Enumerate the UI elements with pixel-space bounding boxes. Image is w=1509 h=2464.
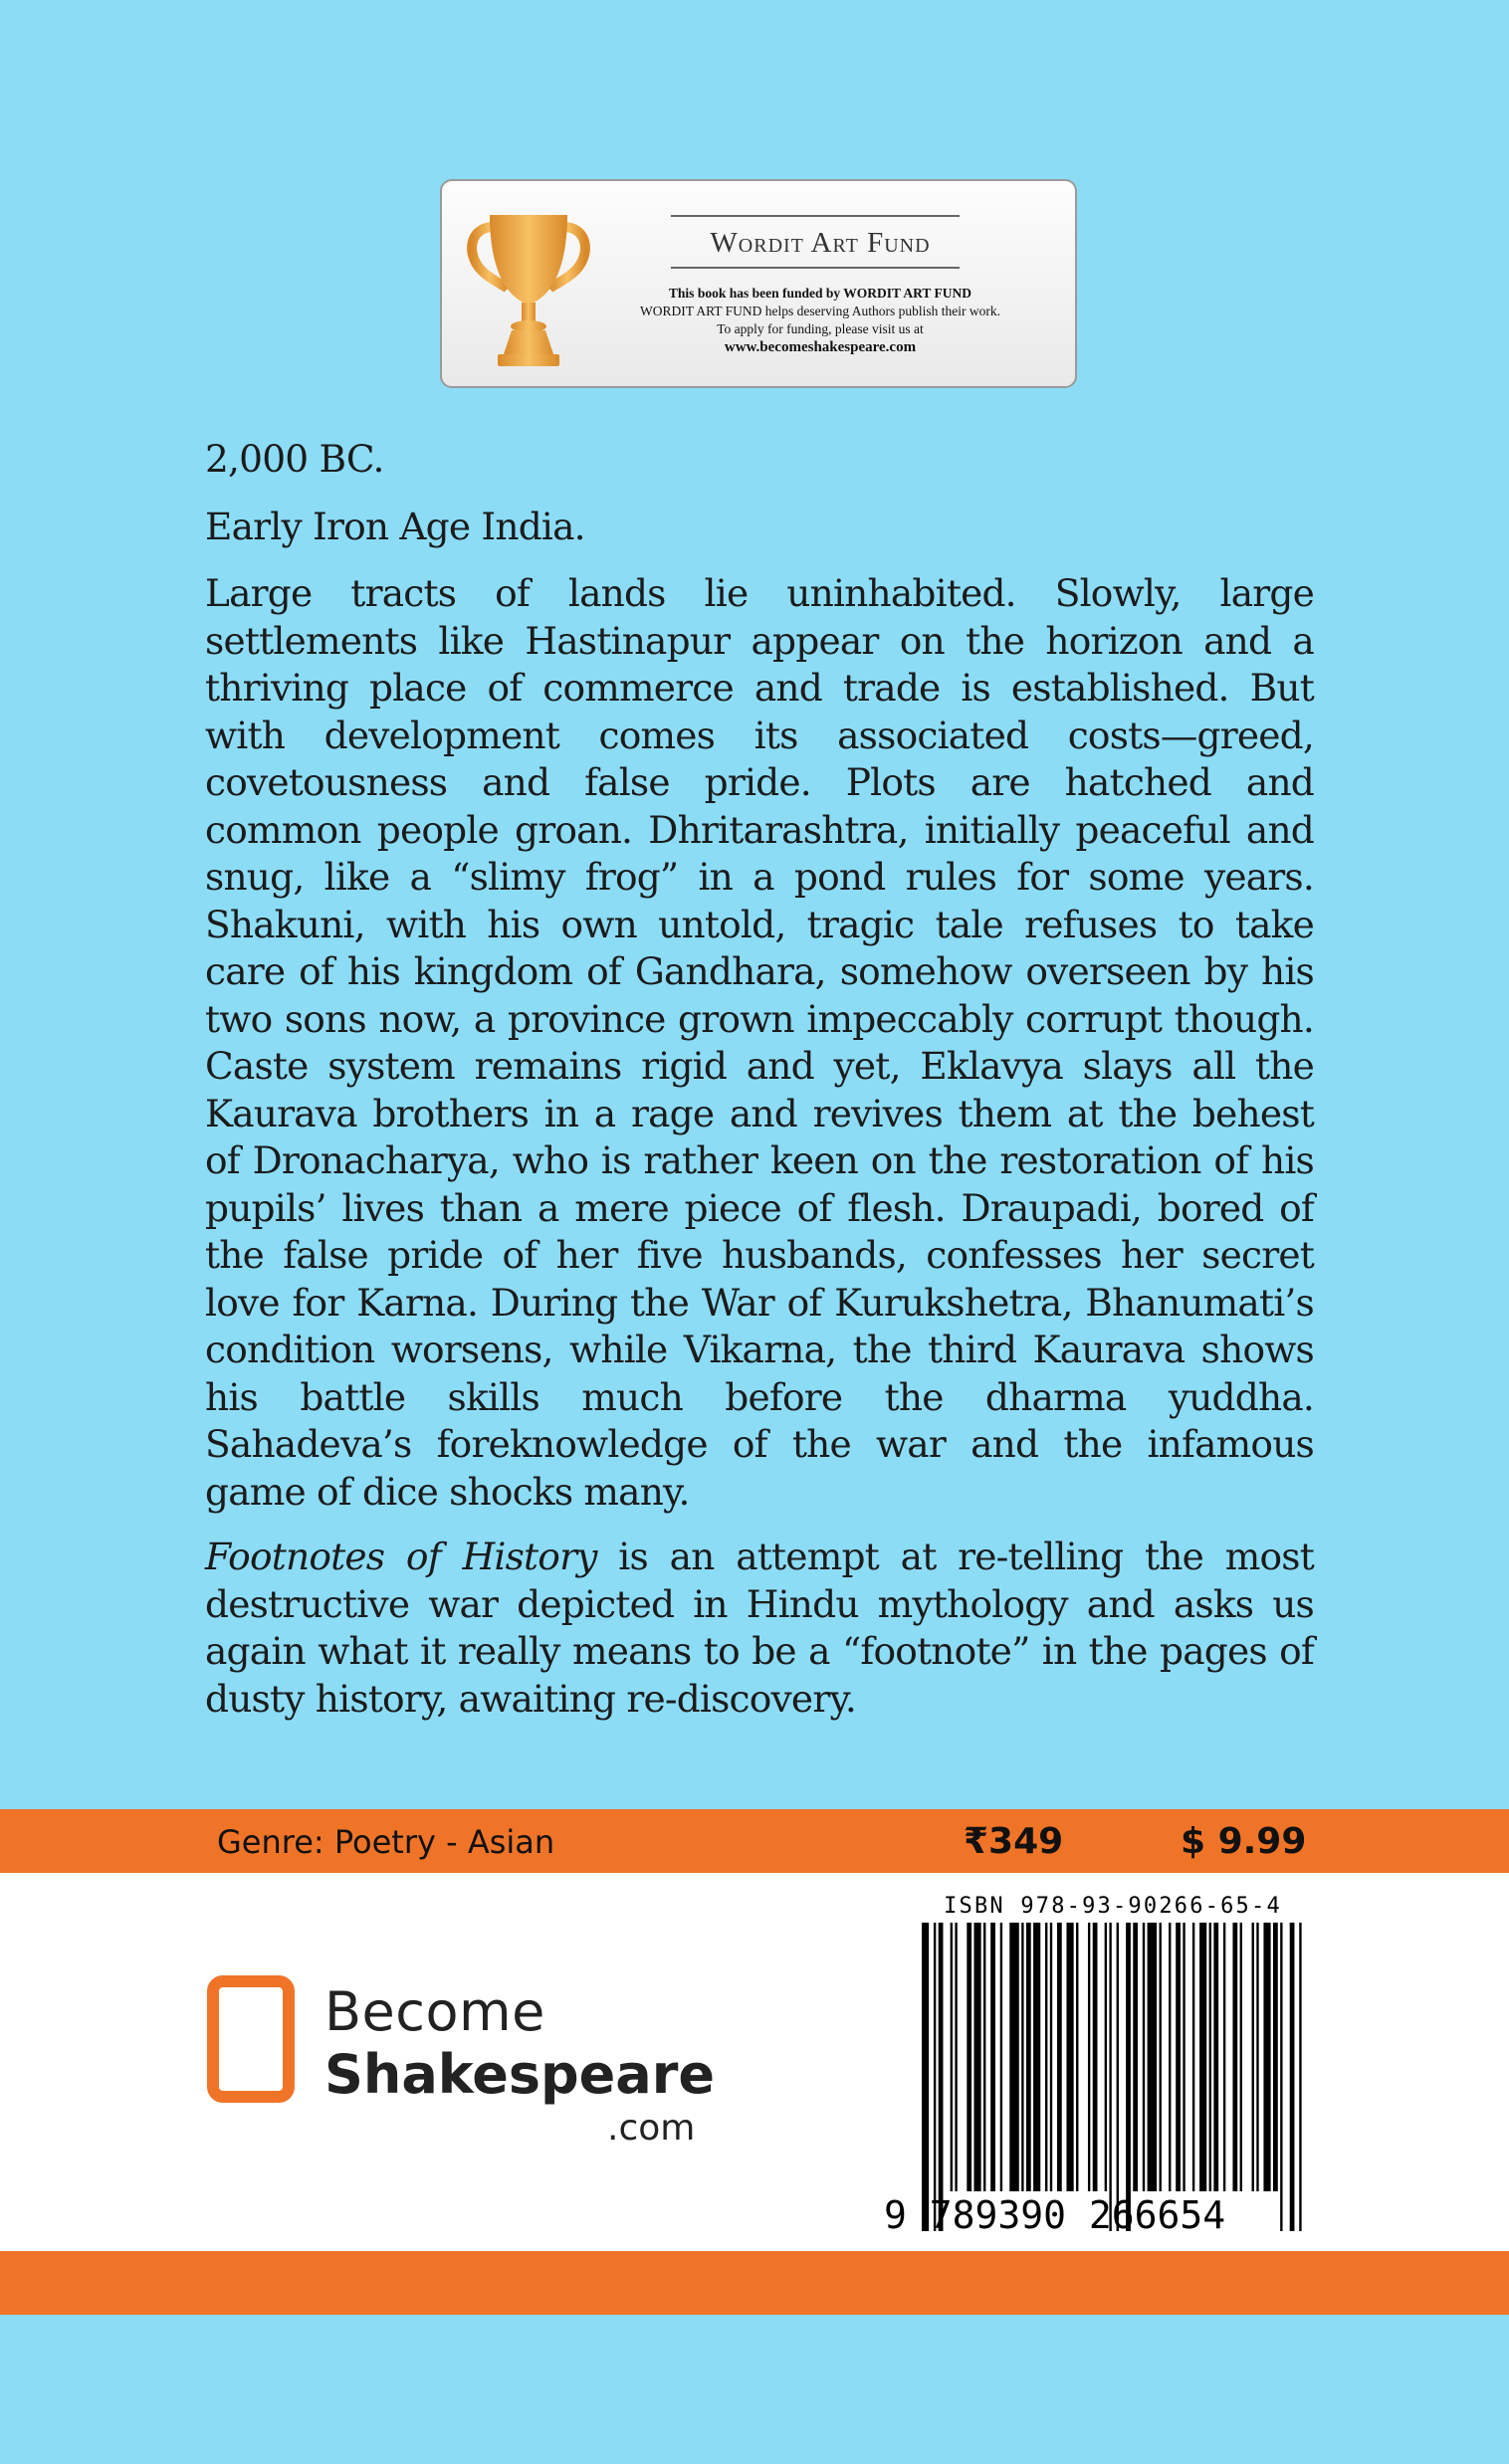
bottom-accent-bar xyxy=(0,2251,1509,2315)
barcode-bar xyxy=(1076,1923,1078,2191)
barcode-bar xyxy=(955,1923,957,2191)
fund-line-2: WORDIT ART FUND helps deserving Authors publish their work. xyxy=(639,304,1001,318)
barcode-bar xyxy=(1183,1923,1185,2191)
blurb-closing: is an attempt at re-telling the most destructive war depicted in Hindu mythology and asks us again what it really means to be a “footnote” in the pages of dusty history, awaiting re-discovery. xyxy=(205,1535,1315,1721)
barcode-bar xyxy=(1143,1923,1145,2191)
barcode-bar xyxy=(1033,1923,1040,2191)
barcode-bar xyxy=(1088,1923,1090,2191)
barcode-bar xyxy=(1050,1923,1052,2191)
barcode-bar xyxy=(1169,1923,1171,2191)
barcode-digits: 9 789390 266654 xyxy=(884,2193,1226,2237)
become-shakespeare-logo-icon xyxy=(207,1975,295,2103)
barcode-bar xyxy=(1223,1923,1225,2191)
barcode-bar xyxy=(1240,1923,1242,2191)
barcode-bar xyxy=(967,1923,971,2191)
logo-word-shakespeare: Shakespeare xyxy=(324,2043,715,2106)
barcode-bar xyxy=(1263,1923,1270,2191)
barcode-bar xyxy=(1232,1923,1237,2191)
barcode-bar xyxy=(1117,1923,1119,2231)
barcode-bar xyxy=(1105,1923,1107,2191)
barcode-bar xyxy=(1026,1923,1031,2191)
fund-badge xyxy=(440,179,1077,388)
barcode-bar xyxy=(951,1923,953,2191)
logo-suffix: .com xyxy=(607,2108,696,2149)
fund-title: Wordit Art Fund xyxy=(710,227,931,259)
book-title: Footnotes of History xyxy=(205,1535,597,1578)
barcode-bar xyxy=(939,1923,944,2231)
logo-word-become: Become xyxy=(324,1980,545,2043)
barcode-bar xyxy=(1199,1923,1206,2191)
barcode-bar xyxy=(1299,1923,1301,2231)
barcode-bar xyxy=(1126,1923,1131,2231)
barcode-bar xyxy=(1109,1923,1111,2231)
barcode-bar xyxy=(1009,1923,1019,2191)
barcode-bar xyxy=(1021,1923,1023,2191)
price-usd: $ 9.99 xyxy=(1181,1821,1307,1862)
isbn-label: ISBN 978-93-90266-65-4 xyxy=(944,1894,1282,1919)
fund-rule-bottom xyxy=(671,267,960,269)
fund-description xyxy=(611,285,1029,356)
barcode-bar xyxy=(1213,1923,1218,2191)
barcode-bar xyxy=(1256,1923,1258,2191)
fund-url: www.becomeshakespeare.com xyxy=(724,339,917,355)
barcode-bar xyxy=(1133,1923,1138,2191)
barcode-bar xyxy=(1066,1923,1073,2191)
barcode-bar xyxy=(1192,1923,1194,2191)
blurb-era: Early Iron Age India. xyxy=(205,504,585,548)
blurb-closing-paragraph xyxy=(205,1534,1314,1723)
trophy-icon xyxy=(464,205,593,374)
barcode-bar xyxy=(1045,1923,1047,2191)
price-inr: ₹349 xyxy=(964,1821,1064,1862)
barcode-bar xyxy=(1252,1923,1254,2191)
genre-price-bar xyxy=(0,1809,1509,1873)
barcode-bar xyxy=(1148,1923,1158,2191)
barcode-bar xyxy=(973,1923,980,2191)
blurb-body: Large tracts of lands lie uninhabited. Slowly, large settlements like Hastinapur appear on the horizon and a thriving place of commerce and trade is established. But with development comes its associated costs—greed, covetousness and false pride. Plots are hatched and common people groan. Dhritarashtra, initially peaceful and snug, like a “slimy frog” in a pond rules for some years. Shakuni, with his own untold, tragic tale refuses to take care of his kingdom of Gandhara, somehow overseen by his two sons now, a province grown impeccably corrupt though. Caste system remains rigid and yet, Eklavya slays all the Kaurava brothers in a rage and revives them at the behest of Dronacharya, who is rather keen on the restoration of his pupils’ lives than a mere piece of flesh. Draupadi, bored of the false pride of her five husbands, confesses her secret love for Karna. During the War of Kurukshetra, Bhanumati’s condition worsens, while Vikarna, the third Kaurava shows his battle skills much before the dharma yuddha. Sahadeva’s foreknowledge of the war and the infamous game of dice shocks many. xyxy=(205,571,1314,1514)
barcode-bar xyxy=(983,1923,985,2191)
genre-label: Genre: Poetry - Asian xyxy=(217,1823,555,1861)
barcode-bar xyxy=(1160,1923,1162,2191)
barcode-bar xyxy=(1273,1923,1278,2191)
barcode-bar xyxy=(1290,1923,1295,2231)
fund-rule-top xyxy=(671,215,960,217)
barcode-bar xyxy=(990,1923,995,2191)
barcode-bar xyxy=(1057,1923,1062,2191)
barcode-bar xyxy=(934,1923,936,2231)
barcode-bar xyxy=(1176,1923,1181,2191)
barcode-bar xyxy=(1280,1923,1282,2231)
barcode-bar xyxy=(1000,1923,1002,2191)
back-cover-blurb xyxy=(205,436,1314,1741)
barcode xyxy=(922,1923,1304,2236)
fund-line-3: To apply for funding, please visit us at xyxy=(717,321,924,336)
barcode-bar xyxy=(922,1923,929,2231)
blurb-date: 2,000 BC. xyxy=(205,437,384,481)
fund-line-1: This book has been funded by WORDIT ART FUND xyxy=(668,286,972,301)
barcode-bar xyxy=(1093,1923,1098,2191)
barcode-bar xyxy=(1209,1923,1211,2191)
